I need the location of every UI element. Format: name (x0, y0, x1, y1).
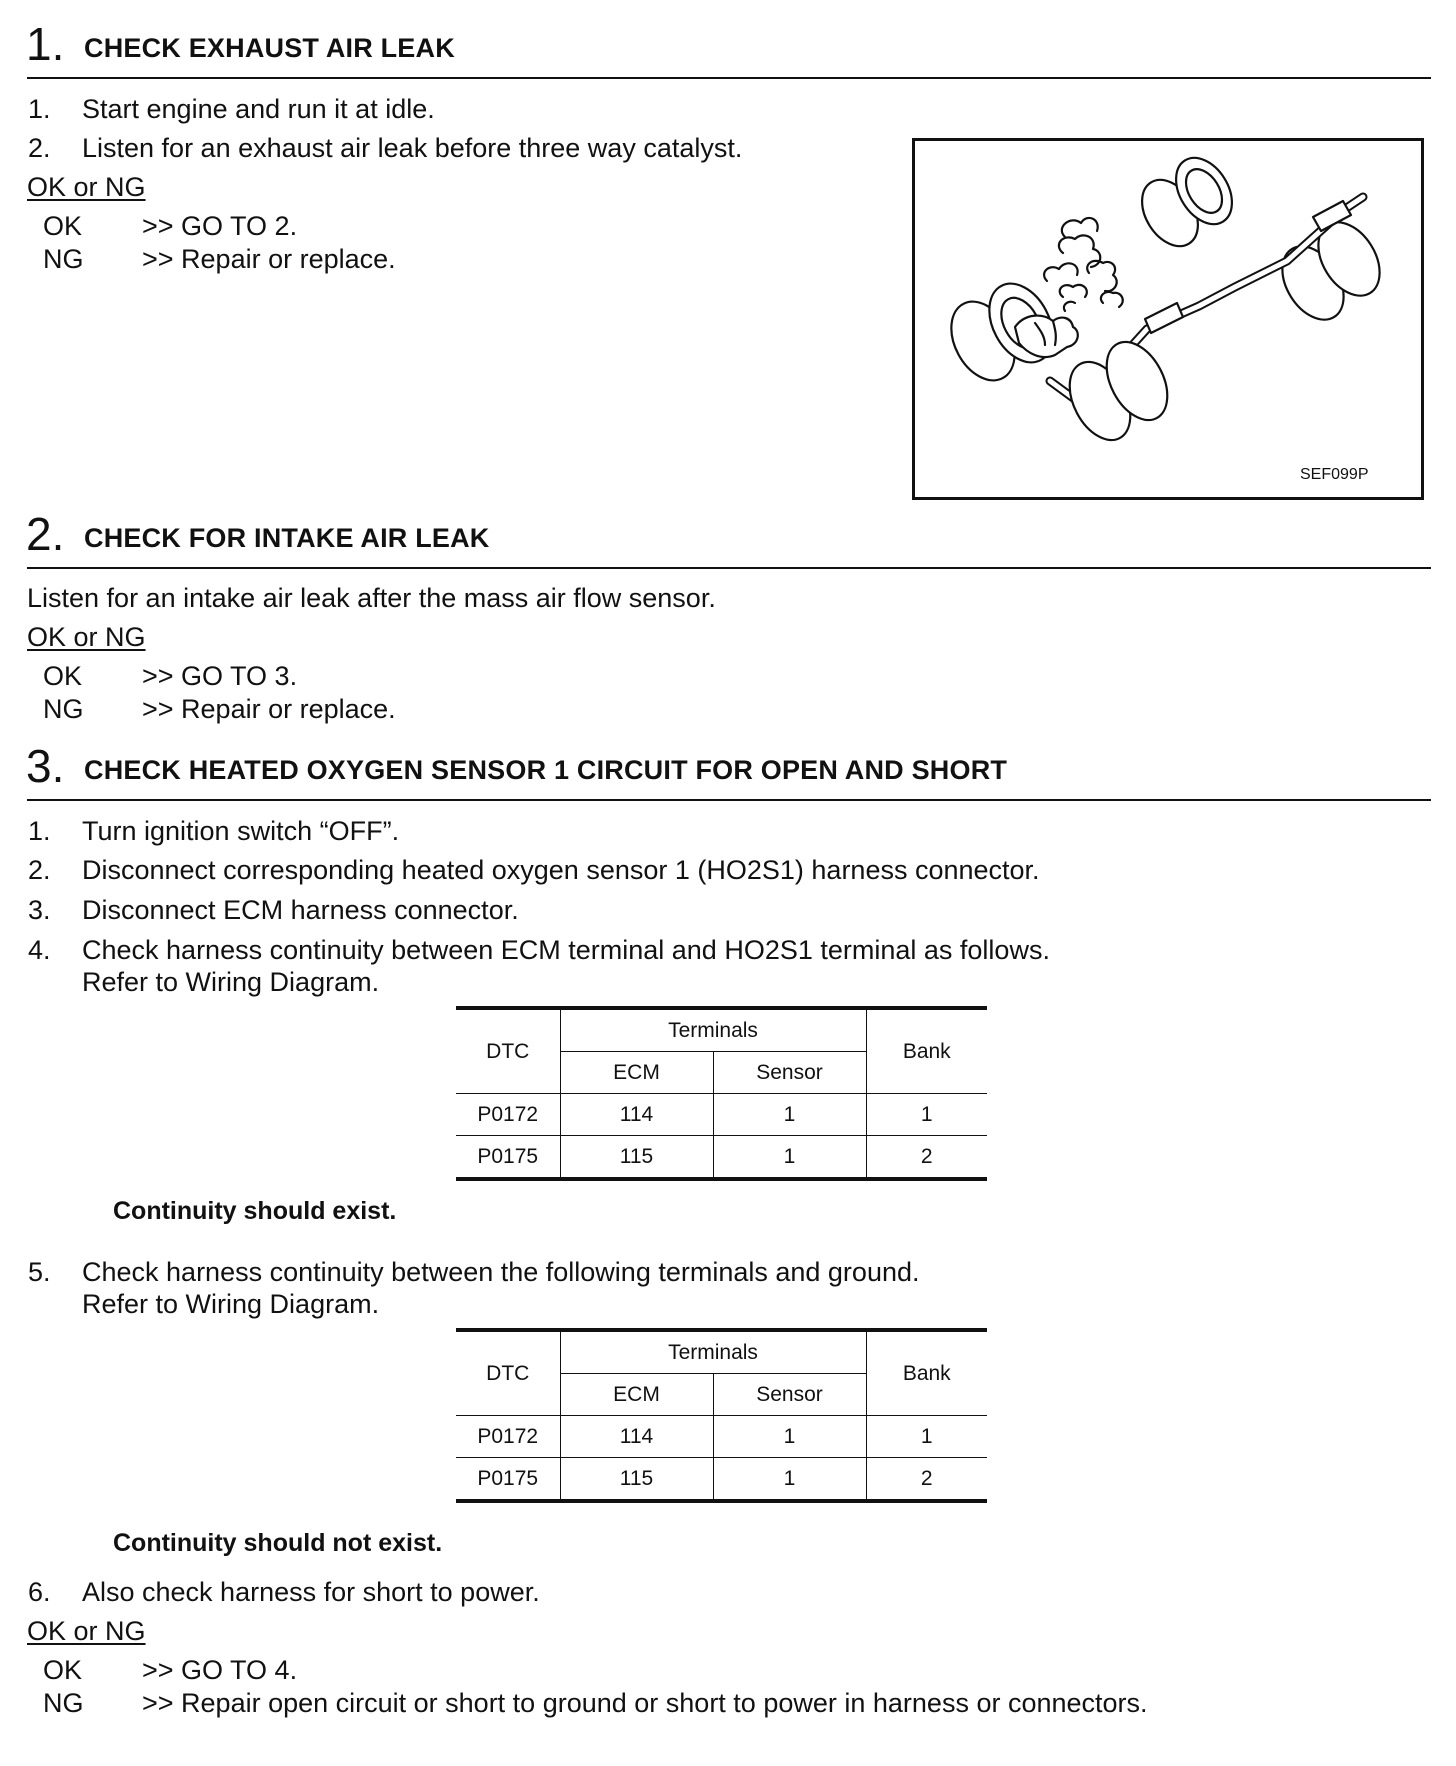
cell-sensor: 1 (713, 1416, 866, 1458)
table-row (456, 1458, 987, 1502)
step-text: Start engine and run it at idle. (82, 94, 435, 124)
header-terminals: Terminals (560, 1330, 866, 1374)
ok-action: >> GO TO 3. (142, 661, 298, 691)
cell-bank: 2 (866, 1136, 987, 1180)
header-bank: Bank (866, 1330, 987, 1416)
cell-dtc: P0175 (456, 1458, 560, 1502)
figure-code: SEF099P (1300, 466, 1369, 483)
header-ecm: ECM (560, 1052, 713, 1094)
cell-dtc: P0175 (456, 1136, 560, 1180)
ok-or-ng-heading: OK or NG (27, 1616, 146, 1646)
cell-bank: 2 (866, 1458, 987, 1502)
step-text: Disconnect ECM harness connector. (82, 895, 519, 925)
ng-label: NG (43, 1688, 84, 1718)
continuity-table-1 (456, 1006, 987, 1181)
header-ecm: ECM (560, 1374, 713, 1416)
step-text: Check harness continuity between ECM terminal and HO2S1 terminal as follows. (82, 935, 1050, 965)
cell-ecm: 115 (560, 1458, 713, 1502)
exhaust-leak-figure (912, 138, 1424, 500)
step-text: Listen for an exhaust air leak before three way catalyst. (82, 133, 743, 163)
note-continuity-not-exist: Continuity should not exist. (113, 1529, 443, 1557)
step-text: Check harness continuity between the following terminals and ground. (82, 1257, 920, 1287)
cell-dtc: P0172 (456, 1416, 560, 1458)
step-number: 5. (28, 1257, 51, 1287)
header-dtc: DTC (456, 1008, 560, 1094)
section-2-number: 2. (26, 508, 65, 560)
table-row (456, 1416, 987, 1458)
ok-or-ng-heading: OK or NG (27, 172, 146, 202)
cell-ecm: 114 (560, 1416, 713, 1458)
step-number: 1. (28, 94, 51, 124)
cell-bank: 1 (866, 1416, 987, 1458)
ok-or-ng-heading: OK or NG (27, 622, 146, 652)
ok-label: OK (43, 211, 83, 241)
ng-action: >> Repair or replace. (142, 694, 396, 724)
header-dtc: DTC (456, 1330, 560, 1416)
ok-action: >> GO TO 4. (142, 1655, 298, 1685)
section-3-title: CHECK HEATED OXYGEN SENSOR 1 CIRCUIT FOR OPEN AND SHORT (84, 755, 1008, 785)
step-text: Turn ignition switch “OFF”. (82, 816, 400, 846)
step-number: 6. (28, 1577, 51, 1607)
table-row (456, 1136, 987, 1180)
cell-sensor: 1 (713, 1458, 866, 1502)
note-continuity-exist: Continuity should exist. (113, 1197, 397, 1225)
section-2-rule (27, 567, 1431, 569)
cell-sensor: 1 (713, 1094, 866, 1136)
step-number: 2. (28, 133, 51, 163)
ng-action: >> Repair open circuit or short to ground or short to power in harness or connectors. (142, 1688, 1148, 1718)
header-terminals: Terminals (560, 1008, 866, 1052)
cell-ecm: 114 (560, 1094, 713, 1136)
cell-dtc: P0172 (456, 1094, 560, 1136)
section-2-title: CHECK FOR INTAKE AIR LEAK (84, 523, 490, 553)
step-number: 4. (28, 935, 51, 965)
step-number: 2. (28, 855, 51, 885)
ng-action: >> Repair or replace. (142, 244, 396, 274)
step-number: 3. (28, 895, 51, 925)
section-3-number: 3. (26, 740, 65, 792)
continuity-table-2 (456, 1328, 987, 1503)
cell-ecm: 115 (560, 1136, 713, 1180)
step-text: Disconnect corresponding heated oxygen sensor 1 (HO2S1) harness connector. (82, 855, 1040, 885)
ok-label: OK (43, 1655, 83, 1685)
section-3-rule (27, 799, 1431, 801)
exhaust-system-illustration (915, 141, 1421, 497)
section-1-rule (27, 77, 1431, 79)
step-subtext: Refer to Wiring Diagram. (82, 1289, 380, 1319)
header-sensor: Sensor (713, 1374, 866, 1416)
step-subtext: Refer to Wiring Diagram. (82, 967, 380, 997)
step-number: 1. (28, 816, 51, 846)
section-1-number: 1. (26, 18, 65, 70)
ok-action: >> GO TO 2. (142, 211, 298, 241)
ok-label: OK (43, 661, 83, 691)
ng-label: NG (43, 244, 84, 274)
section-2-text: Listen for an intake air leak after the mass air flow sensor. (27, 583, 716, 613)
cell-sensor: 1 (713, 1136, 866, 1180)
ng-label: NG (43, 694, 84, 724)
table-row (456, 1094, 987, 1136)
header-sensor: Sensor (713, 1052, 866, 1094)
step-text: Also check harness for short to power. (82, 1577, 540, 1607)
section-1-title: CHECK EXHAUST AIR LEAK (84, 33, 455, 63)
cell-bank: 1 (866, 1094, 987, 1136)
header-bank: Bank (866, 1008, 987, 1094)
